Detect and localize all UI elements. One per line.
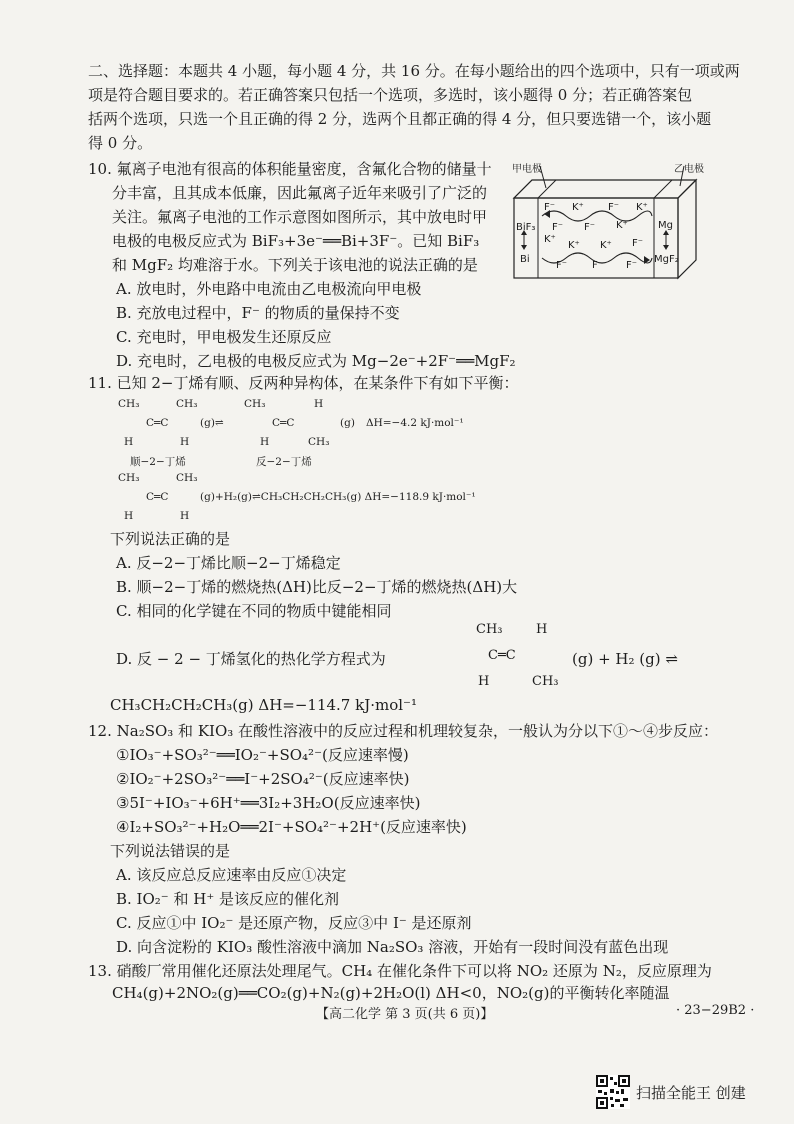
ion-f-6: F⁻ bbox=[556, 260, 568, 271]
q10-line-2: 分丰富，且其成本低廉，因此氟离子近年来吸引了广泛的 bbox=[112, 184, 488, 202]
q10-line-5: 和 MgF₂ 均难溶于水。下列关于该电池的说法正确的是 bbox=[112, 256, 478, 274]
footer-page-info: 【高二化学 第 3 页(共 6 页)】 bbox=[316, 1007, 494, 1022]
cis1-ceq: C═C bbox=[146, 417, 169, 429]
trans-h-left: H bbox=[260, 436, 270, 448]
q12-stem: 下列说法错误的是 bbox=[110, 842, 231, 860]
scanner-watermark bbox=[594, 1074, 784, 1112]
q13-line-1: 13. 硝酸厂常用催化还原法处理尾气。CH₄ 在催化条件下可以将 NO₂ 还原为 N₂，反应原理为 bbox=[88, 962, 712, 980]
right-electrode-label: 乙电极 bbox=[674, 164, 704, 175]
q13-line-2: CH₄(g)+2NO₂(g)══CO₂(g)+N₂(g)+2H₂O(l) ΔH<0，NO₂(g)的平衡转化率随温 bbox=[112, 984, 670, 1002]
d-ch3-right: CH₃ bbox=[532, 674, 559, 689]
q11-option-d-2: CH₃CH₂CH₂CH₃(g) ΔH=−114.7 kJ·mol⁻¹ bbox=[110, 696, 417, 714]
rxn2: (g)+H₂(g)⇌CH₃CH₂CH₂CH₃(g) ΔH=−118.9 kJ·mol⁻¹ bbox=[200, 491, 476, 503]
right-material-bottom: MgF₂ bbox=[654, 254, 679, 265]
section-line-2: 项是符合题目要求的。若正确答案只包括一个选项，多选时，该小题得 0 分；若正确答案包 bbox=[88, 86, 693, 104]
dh1: ΔH=−4.2 kJ·mol⁻¹ bbox=[366, 417, 464, 429]
cis1-g-eq: (g)⇌ bbox=[200, 417, 224, 429]
d-ceq: C═C bbox=[488, 648, 516, 663]
cis2-ceq: C═C bbox=[146, 491, 169, 503]
q12-step-3: ③5I⁻+IO₃⁻+6H⁺══3I₂+3H₂O(反应速率快) bbox=[116, 794, 421, 812]
section-line-3: 括两个选项，只选一个且正确的得 2 分，选两个且都正确的得 4 分，但只要选错一个，该小题 bbox=[88, 110, 712, 128]
trans-g: (g) bbox=[340, 417, 355, 429]
q10-line-1: 10. 氟离子电池有很高的体积能量密度，含氟化合物的储量十 bbox=[88, 160, 492, 178]
q12-option-d: D. 向含淀粉的 KIO₃ 酸性溶液中滴加 Na₂SO₃ 溶液，开始有一段时间没有蓝色出现 bbox=[116, 938, 669, 956]
q10-option-a: A. 放电时，外电路中电流由乙电极流向甲电极 bbox=[116, 280, 422, 298]
q11-option-b: B. 顺−2−丁烯的燃烧热(ΔH)比反−2−丁烯的燃烧热(ΔH)大 bbox=[116, 578, 518, 596]
trans-name: 反−2−丁烯 bbox=[256, 456, 312, 468]
q11-line-1: 11. 已知 2−丁烯有顺、反两种异构体，在某条件下有如下平衡： bbox=[88, 374, 519, 392]
q11-stem: 下列说法正确的是 bbox=[110, 530, 231, 548]
section-line-4: 得 0 分。 bbox=[88, 134, 153, 152]
ion-k-4: K⁺ bbox=[544, 234, 556, 245]
d-ch3-left: CH₃ bbox=[476, 622, 503, 637]
ion-k-2: K⁺ bbox=[636, 202, 648, 213]
ion-f-3: F⁻ bbox=[552, 222, 564, 233]
ion-f-7: F⁻ bbox=[592, 260, 604, 271]
q12-line-1: 12. Na₂SO₃ 和 KIO₃ 在酸性溶液中的反应过程和机理较复杂，一般认为分以下①～④步反应： bbox=[88, 722, 719, 740]
battery-diagram bbox=[508, 158, 708, 288]
battery-diagram-svg bbox=[508, 158, 708, 288]
right-material-top: Mg bbox=[658, 220, 673, 231]
section-line-1: 二、选择题：本题共 4 小题，每小题 4 分，共 16 分。在每小题给出的四个选项中，只有一项或两 bbox=[88, 62, 740, 80]
trans-h-right: H bbox=[314, 398, 324, 410]
q12-option-a: A. 该反应总反应速率由反应①决定 bbox=[116, 866, 347, 884]
ion-k-1: K⁺ bbox=[572, 202, 584, 213]
q10-line-4: 电极的电极反应式为 BiF₃+3e⁻══Bi+3F⁻。已知 BiF₃ bbox=[112, 232, 480, 250]
q11-option-d-tail: (g) + H₂ (g) ⇌ bbox=[572, 650, 678, 668]
ion-f-8: F⁻ bbox=[626, 260, 638, 271]
d-h-right: H bbox=[536, 622, 548, 637]
cis1-h-right: H bbox=[180, 436, 190, 448]
q10-option-b: B. 充放电过程中，F⁻ 的物质的量保持不变 bbox=[116, 304, 400, 322]
left-material-bottom: Bi bbox=[520, 254, 530, 265]
ion-k-3: K⁺ bbox=[616, 220, 628, 231]
q11-option-a: A. 反−2−丁烯比顺−2−丁烯稳定 bbox=[116, 554, 341, 572]
q11-option-d: D. 反 − 2 − 丁烯氢化的热化学方程式为 bbox=[116, 650, 386, 668]
ion-f-2: F⁻ bbox=[608, 202, 620, 213]
q12-step-2: ②IO₂⁻+2SO₃²⁻══I⁻+2SO₄²⁻(反应速率快) bbox=[116, 770, 410, 788]
footer-code: · 23−29B2 · bbox=[676, 1003, 755, 1018]
cis2-h-left: H bbox=[124, 510, 134, 522]
cis1-h-left: H bbox=[124, 436, 134, 448]
watermark-text: 扫描全能王 创建 bbox=[636, 1084, 746, 1102]
left-material-top: BiF₃ bbox=[516, 222, 536, 233]
q10-line-3: 关注。氟离子电池的工作示意图如图所示，其中放电时甲 bbox=[112, 208, 488, 226]
ion-f-5: F⁻ bbox=[632, 238, 644, 249]
q10-option-d: D. 充电时，乙电极的电极反应式为 Mg−2e⁻+2F⁻══MgF₂ bbox=[116, 352, 516, 370]
d-h-left: H bbox=[478, 674, 490, 689]
q12-option-b: B. IO₂⁻ 和 H⁺ 是该反应的催化剂 bbox=[116, 890, 340, 908]
ion-k-5: K⁺ bbox=[568, 240, 580, 251]
q12-step-1: ①IO₃⁻+SO₃²⁻══IO₂⁻+SO₄²⁻(反应速率慢) bbox=[116, 746, 409, 764]
cis-name: 顺−2−丁烯 bbox=[130, 456, 186, 468]
trans-ch3-right: CH₃ bbox=[308, 436, 330, 448]
q11-option-c: C. 相同的化学键在不同的物质中键能相同 bbox=[116, 602, 392, 620]
cis1-ch3-left: CH₃ bbox=[118, 398, 140, 410]
cis2-h-right: H bbox=[180, 510, 190, 522]
q12-option-c: C. 反应①中 IO₂⁻ 是还原产物，反应③中 I⁻ 是还原剂 bbox=[116, 914, 472, 932]
ion-f-4: F⁻ bbox=[584, 222, 596, 233]
qr-code-icon bbox=[596, 1075, 630, 1109]
q10-option-c: C. 充电时，甲电极发生还原反应 bbox=[116, 328, 332, 346]
q12-step-4: ④I₂+SO₃²⁻+H₂O══2I⁻+SO₄²⁻+2H⁺(反应速率快) bbox=[116, 818, 467, 836]
cis2-ch3-right: CH₃ bbox=[176, 472, 198, 484]
cis1-ch3-right: CH₃ bbox=[176, 398, 198, 410]
ion-k-6: K⁺ bbox=[600, 240, 612, 251]
trans-ceq: C═C bbox=[272, 417, 295, 429]
ion-f-1: F⁻ bbox=[544, 202, 556, 213]
trans-ch3-left: CH₃ bbox=[244, 398, 266, 410]
cis2-ch3-left: CH₃ bbox=[118, 472, 140, 484]
left-electrode-label: 甲电极 bbox=[512, 164, 542, 175]
